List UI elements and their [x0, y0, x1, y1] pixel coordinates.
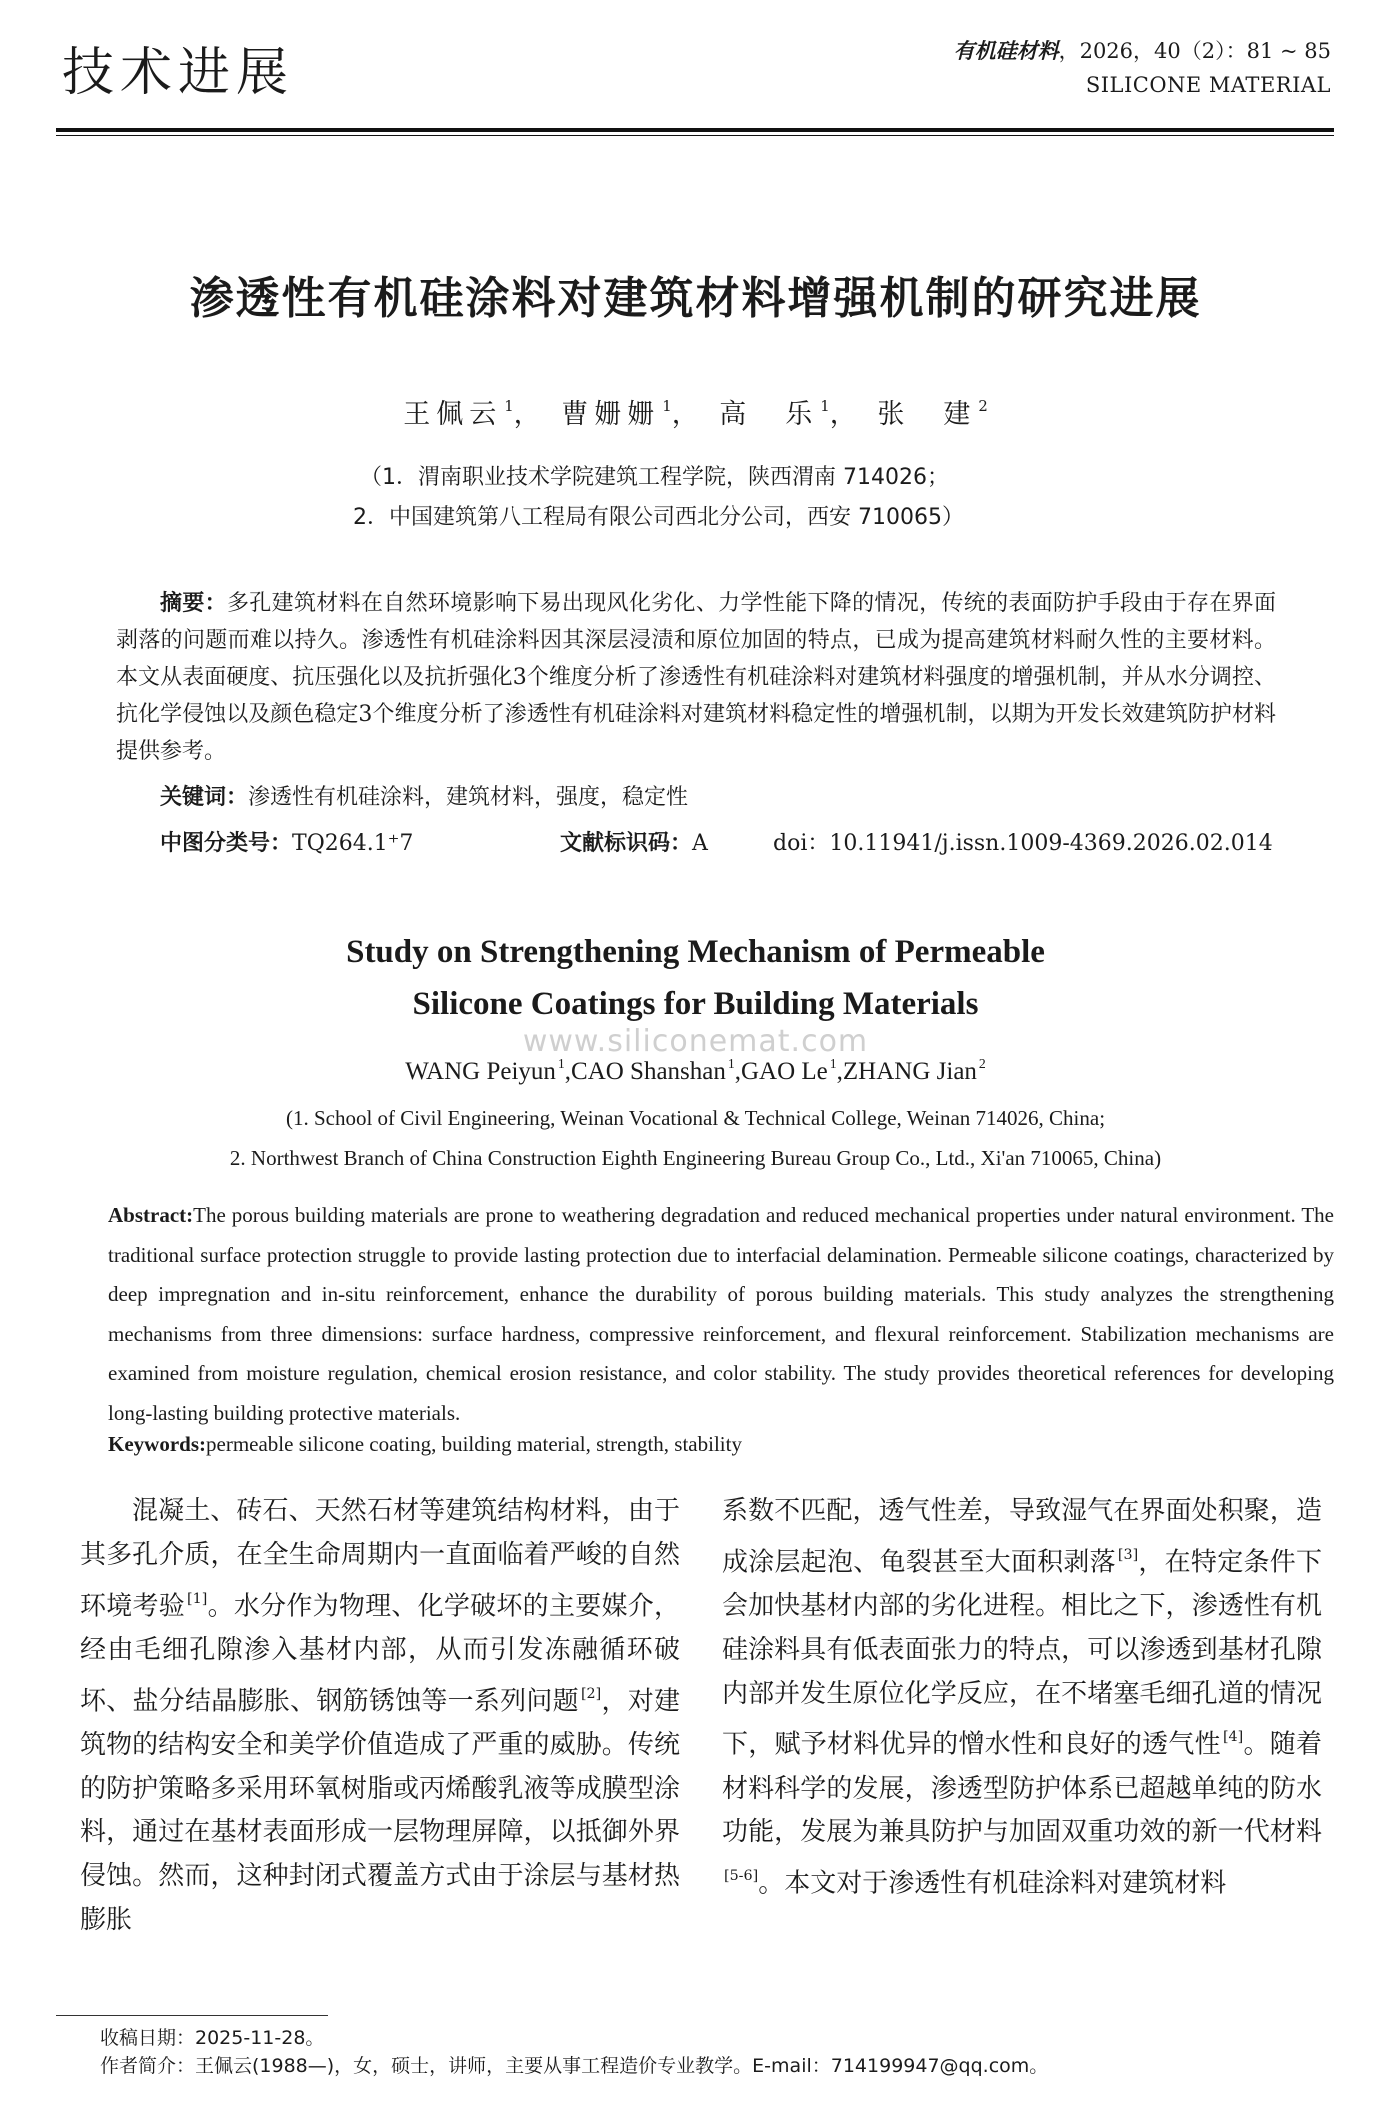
journal-name-cn: 有机硅材料 [953, 38, 1059, 63]
keywords-text-cn: 渗透性有机硅涂料，建筑材料，强度，稳定性 [248, 785, 689, 810]
abstract-text-en: The porous building materials are prone to weathering degradation and reduced mechanical properties under natural environment. The traditional surface protection struggle to provide lasting protection due to interfacial delamination. Permeable silicone coatings, characterized by deep impregnation and in-situ reinforcement, enhance the durability of porous building materials. This study analyzes the strengthening mechanisms from three dimensions: surface hardness, compressive reinforcement, and flexural reinforcement. Stabilization mechanisms are examined from moisture regulation, chemical erosion resistance, and color stability. The study provides theoretical references for developing long-lasting building protective materials. [108, 1203, 1334, 1425]
author-en: CAO Shanshan $^1$ [571, 1056, 735, 1085]
title-en-line: Silicone Coatings for Building Materials [412, 986, 979, 1022]
body-column-right: 系数不匹配，透气性差，导致湿气在界面处积聚，造成涂层起泡、龟裂甚至大面积剥落 [3]，在特定条件下会加快基材内部的劣化进程。相比之下，渗透性有机硅涂料具有低表面张力的特点，可以渗透到基材孔隙内部并发生原位化学反应，在不堵塞毛细孔道的情况下，赋予材料优异的憎水性和良好的透气性 [4]。随着材料科学的发展，渗透型防护体系已超越单纯的防水功能，发展为兼具防护与加固双重功效的新一代材料[5-6]。本文对于渗透性有机硅涂料对建筑材料 [722, 1496, 1322, 1899]
citation-ref: [4] [1222, 1729, 1244, 1746]
author-en: WANG Peiyun $^1$ [405, 1056, 565, 1085]
received-date: 收稿日期：2025-11-28。 [100, 2027, 325, 2049]
authors-cn: 王佩云 $^1$， 曹姗姗 $^1$， 高 乐 $^1$， 张 建 $^2$ [403, 397, 988, 430]
clc-label: 中图分类号： [160, 831, 293, 856]
keywords-label-en: Keywords: [108, 1432, 206, 1456]
keywords-label-cn: 关键词： [160, 785, 249, 810]
footnote [100, 2024, 1048, 2080]
doc-code: A [692, 831, 708, 856]
author-cn: 张 建 $^2$ [877, 397, 988, 430]
citation-ref: [1] [187, 1590, 208, 1607]
classification [160, 826, 1273, 857]
keywords-text-en: permeable silicone coating, building material, strength, stability [206, 1432, 742, 1456]
citation-ref: [3] [1117, 1546, 1139, 1563]
clc-code: TQ264.1⁺7 [292, 831, 414, 856]
header-rule [56, 128, 1334, 132]
affiliation-line-en: 2. Northwest Branch of China Construction Eighth Engineering Bureau Group Co., Ltd., Xi'an 710065, China) [229, 1146, 1162, 1170]
watermark: www.siliconemat.com [522, 1024, 869, 1059]
author-bio: 作者简介：王佩云(1988—)，女，硕士，讲师，主要从事工程造价专业教学。E-mail：714199947@qq.com。 [100, 2055, 1049, 2077]
abstract-cn [116, 585, 1276, 770]
keywords-en [108, 1432, 742, 1457]
citation-info: ，2026，40（2）：81 ~ 85 [1058, 39, 1331, 63]
author-en: ZHANG Jian $^2$ [842, 1056, 986, 1085]
title-en [0, 926, 1391, 1030]
affiliation-line: （1．渭南职业技术学院建筑工程学院，陕西渭南 714026； [360, 465, 949, 490]
affiliation-line-en: (1. School of Civil Engineering, Weinan Vocational & Technical College, Weinan 714026, China; [285, 1106, 1106, 1130]
author-en: GAO Le $^1$ [741, 1056, 837, 1085]
doi: doi：10.11941/j.issn.1009-4369.2026.02.014 [773, 831, 1273, 856]
author-cn: 高 乐 $^1$ [719, 397, 830, 430]
doc-code-label: 文献标识码： [560, 831, 693, 856]
footnote-rule [56, 2015, 328, 2016]
affiliation-line: 2．中国建筑第八工程局有限公司西北分公司，西安 710065） [353, 505, 964, 530]
author-cn: 王佩云 $^1$ [403, 397, 514, 430]
abstract-text-cn: 多孔建筑材料在自然环境影响下易出现风化劣化、力学性能下降的情况，传统的表面防护手段由于存在界面剥落的问题而难以持久。渗透性有机硅涂料因其深层浸渍和原位加固的特点，已成为提高建筑材料耐久性的主要材料。本文从表面硬度、抗压强化以及抗折强化3个维度分析了渗透性有机硅涂料对建筑材料强度的增强机制，并从水分调控、抗化学侵蚀以及颜色稳定3个维度分析了渗透性有机硅涂料对建筑材料稳定性的增强机制，以期为开发长效建筑防护材料提供参考。 [116, 591, 1276, 764]
body-column-left: 混凝土、砖石、天然石材等建筑结构材料，由于其多孔介质，在全生命周期内一直面临着严峻的自然环境考验 [1]。水分作为物理、化学破坏的主要媒介，经由毛细孔隙渗入基材内部，从而引发冻融循环破坏、盐分结晶膨胀、钢筋锈蚀等一系列问题 [2]，对建筑物的结构安全和美学价值造成了严重的威胁。传统的防护策略多采用环氧树脂或丙烯酸乳液等成膜型涂料，通过在基材表面形成一层物理屏障，以抵御外界侵蚀。然而，这种封闭式覆盖方式由于涂层与基材热膨胀 [80, 1496, 680, 1936]
citation-ref: [2] [580, 1685, 602, 1702]
title-en-line: Study on Strengthening Mechanism of Permeable [346, 934, 1045, 970]
affiliations-en [0, 1098, 1391, 1178]
citation-ref: [5-6] [724, 1868, 759, 1885]
journal-citation [954, 34, 1331, 102]
abstract-label-en: Abstract: [108, 1203, 194, 1227]
title-cn: 渗透性有机硅涂料对建筑材料增强机制的研究进展 [189, 273, 1202, 324]
affiliations-cn [353, 458, 964, 538]
keywords-cn [160, 780, 688, 811]
authors-en: WANG Peiyun $^1$,CAO Shanshan $^1$,GAO Le $^1$,ZHANG Jian $^2$ [405, 1056, 986, 1085]
author-cn: 曹姗姗 $^1$ [561, 397, 672, 430]
header-rule-thin [56, 135, 1334, 136]
journal-name-en: SILICONE MATERIAL [1085, 73, 1331, 97]
abstract-en [108, 1196, 1334, 1433]
section-label: 技术进展 [62, 43, 295, 103]
abstract-label-cn: 摘要： [160, 591, 227, 616]
